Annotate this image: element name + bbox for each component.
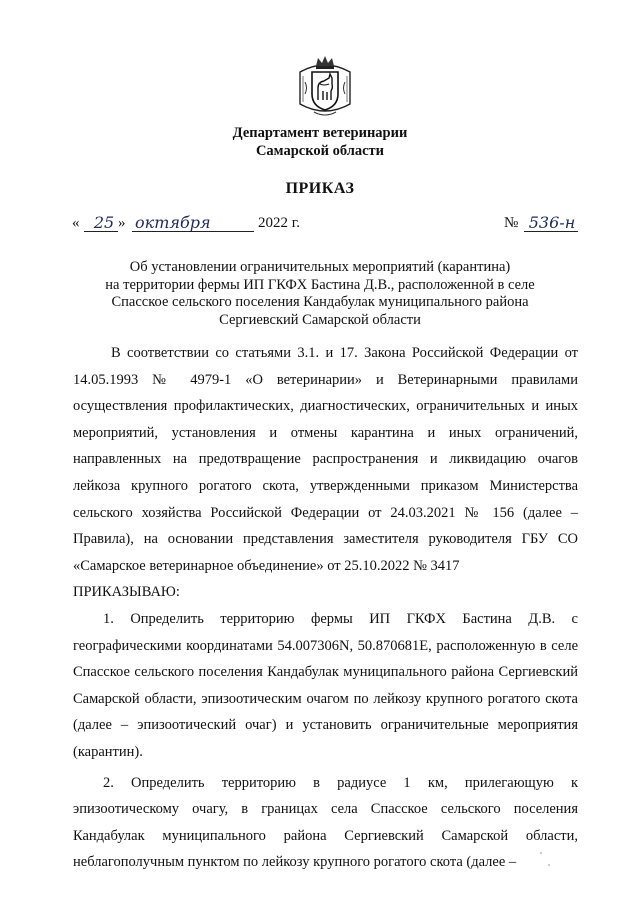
date-year: 2022 г. — [258, 215, 300, 231]
department-name-line1: Департамент ветеринарии — [232, 125, 408, 141]
order-title: ПРИКАЗ — [285, 180, 355, 197]
date-month: октября — [135, 213, 211, 232]
date-open-quote: « — [72, 215, 80, 231]
date-month-underline — [132, 231, 254, 232]
coat-of-arms-icon — [296, 54, 354, 122]
order-word: ПРИКАЗЫВАЮ: — [73, 584, 180, 601]
order-subject — [0, 259, 640, 329]
order-number-underline — [524, 231, 578, 232]
order-item-1: 1. Определить территорию фермы ИП ГКФХ Бастина Д.В. с географическими координатами 54.007306N, 50.870681E, расположенную в селе Спасское сельского поселения Кандабулак муниципального района Сергиевский Самарской области, эпизоотическим очагом по лейкозу крупного рогатого скота (далее – эпизоотический очаг) и установить ограничительные мероприятия (карантин). — [73, 610, 578, 760]
subject-line: на территории фермы ИП ГКФХ Бастина Д.В., расположенной в селе — [105, 276, 535, 293]
date-close-quote: » — [118, 215, 126, 231]
date-day: 25 — [93, 213, 115, 232]
subject-line: Об установлении ограничительных мероприятий (карантина) — [129, 259, 511, 275]
order-date-number-line — [72, 213, 577, 237]
order-item-2: 2. Определить территорию в радиусе 1 км, прилегающую к эпизоотическому очагу, в границах села Спасское сельского поселения Кандабулак муниципального района Сергиевский Самарской области, неблагополучным пунктом по лейкозу крупного рогатого скота (далее – — [73, 774, 578, 871]
preamble-paragraph: В соответствии со статьями 3.1. и 17. Закона Российской Федерации от 14.05.1993 № 4979-1 «О ветеринарии» и Ветеринарными правилами осуществления профилактических, диагностических, ограничительных и иных мероприятий, установления и отмены карантина и иных ограничений, направленных на предотвращение распространения и ликвидацию очагов лейкоза крупного рогатого скота, утвержденными приказом Министерства сельского хозяйства Российской Федерации от 24.03.2021 № 156 (далее – Правила), на основании представления заместителя руководителя ГБУ СО «Самарское ветеринарное объединение» от 25.10.2022 № 3417 — [73, 345, 578, 574]
subject-line: Сергиевский Самарской области — [219, 311, 421, 328]
department-name-line2: Самарской области — [255, 143, 385, 159]
date-day-underline — [84, 231, 118, 232]
scan-speck — [548, 864, 550, 866]
number-sign: № — [504, 215, 519, 231]
scan-speck — [540, 852, 542, 854]
order-body — [73, 340, 578, 876]
order-number: 536-н — [528, 213, 576, 232]
subject-line: Спасское сельского поселения Кандабулак муниципального района — [111, 294, 529, 310]
